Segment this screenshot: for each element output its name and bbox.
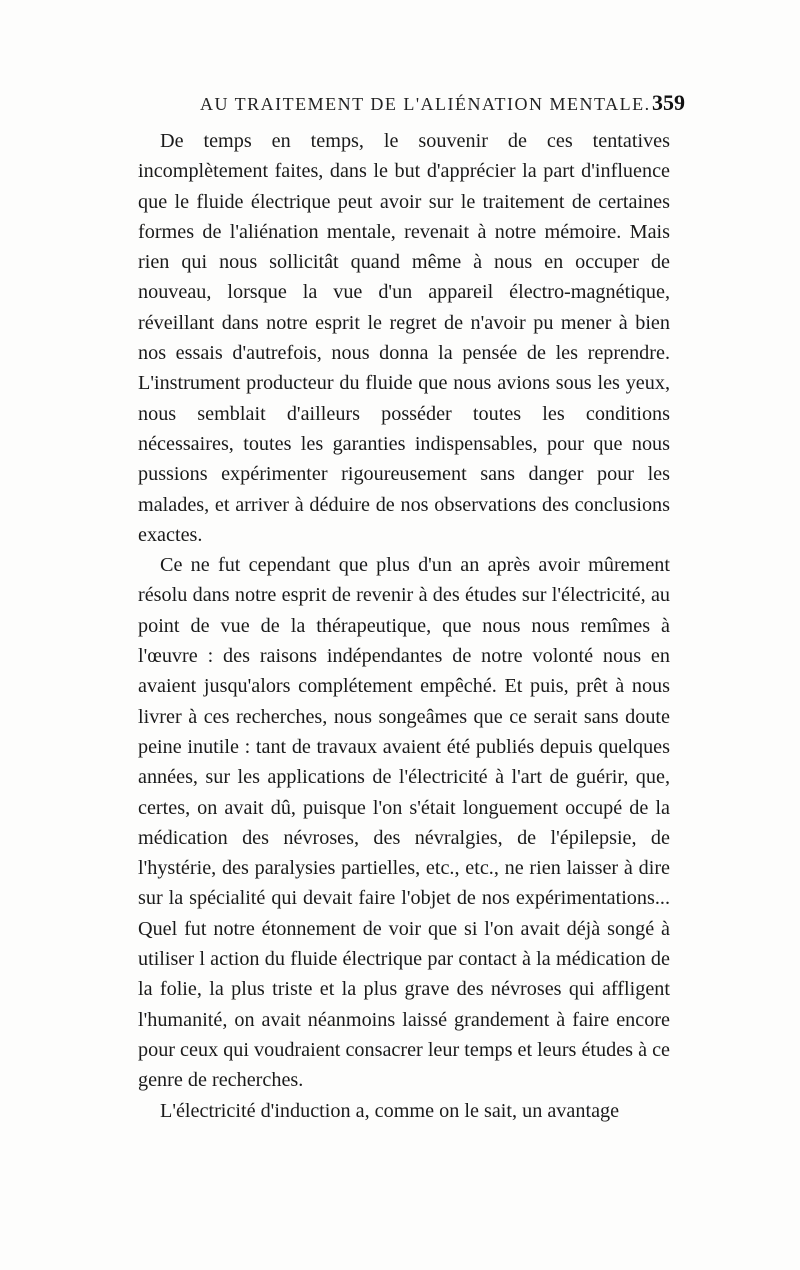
page-header bbox=[140, 92, 685, 122]
paragraph: L'électricité d'induction a, comme on le sait, un avantage bbox=[160, 1099, 620, 1122]
paragraph: De temps en temps, le souvenir de ces tentatives incomplètement faites, dans le but d'apprécier la part d'influence que le fluide électrique peut avoir sur le traitement de certaines formes de l'aliénation mentale, revenait à notre mémoire. Mais rien qui nous sollicitât quand même à nous en occuper de nouveau, lorsque la vue d'un appareil électro-magnétique, réveillant dans notre esprit le regret de n'avoir pu mener à bien nos essais d'autrefois, nous donna la pensée de les reprendre. L'instrument producteur du fluide que nous avions sous les yeux, nous semblait d'ailleurs posséder toutes les conditions nécessaires, toutes les garanties indispensables, pour que nous pussions expérimenter rigoureusement sans danger pour les malades, et arriver à déduire de nos observations des conclusions exactes. bbox=[138, 130, 670, 546]
page-number: 359 bbox=[652, 90, 685, 115]
running-title: AU TRAITEMENT DE L'ALIÉNATION MENTALE. bbox=[200, 94, 651, 114]
body-text bbox=[138, 126, 670, 1126]
paragraph: Ce ne fut cependant que plus d'un an après avoir mûrement résolu dans notre esprit de revenir à des études sur l'électricité, au point de vue de la thérapeutique, que nous nous remîmes à l'œuvre : des raisons indépendantes de notre volonté nous en avaient jusqu'alors complétement empêché. Et puis, prêt à nous livrer à ces recherches, nous songeâmes que ce serait sans doute peine inutile : tant de travaux avaient été publiés depuis quelques années, sur les applications de l'électricité à l'art de guérir, que, certes, on avait dû, puisque l'on s'était longuement occupé de la médication des névroses, des névralgies, de l'épilepsie, de l'hystérie, des paralysies partielles, etc., etc., ne rien laisser à dire sur la spécialité qui devait faire l'objet de nos expérimentations... Quel fut notre étonnement de voir que si l'on avait déjà songé à utiliser l action du fluide électrique par contact à la médication de la folie, la plus triste et la plus grave des névroses qui affligent l'humanité, on avait néanmoins laissé grandement à faire encore pour ceux qui voudraient consacrer leur temps et leurs études à ce genre de recherches. bbox=[138, 554, 670, 1092]
